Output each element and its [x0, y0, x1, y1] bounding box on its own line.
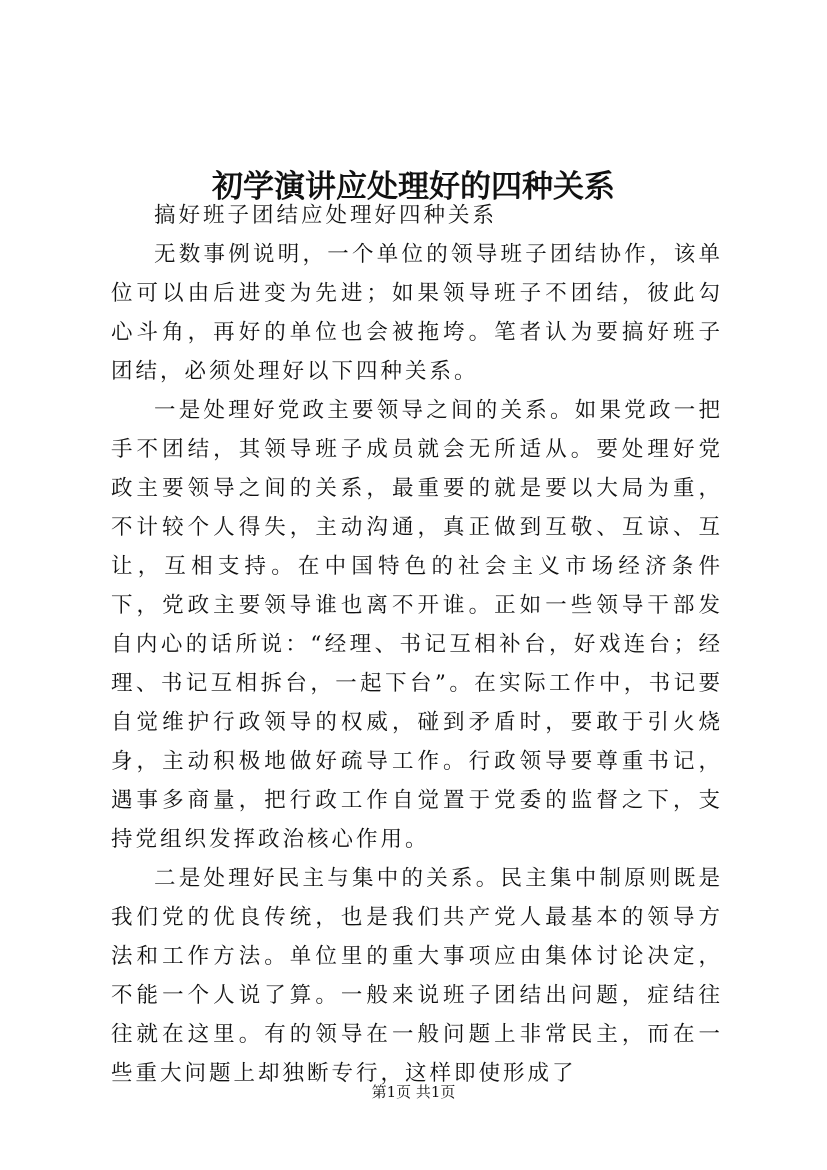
document-body — [111, 196, 723, 1093]
document-title: 初学演讲应处理好的四种关系 — [212, 168, 615, 205]
page-footer: 第1页 共1页 — [371, 1083, 456, 1101]
body-paragraph: 一是处理好党政主要领导之间的关系。如果党政一把手不团结，其领导班子成员就会无所适从。要处理好党政主要领导之间的关系，最重要的就是要以大局为重，不计较个人得失，主动沟通，真正做到互敬、互谅、互让，互相支持。在中国特色的社会主义市场经济条件下，党政主要领导谁也离不开谁。正如一些领导干部发自内心的话所说：“经理、书记互相补台，好戏连台；经理、书记互相拆台，一起下台”。在实际工作中，书记要自觉维护行政领导的权威，碰到矛盾时，要敢于引火烧身，主动积极地做好疏导工作。行政领导要尊重书记，遇事多商量，把行政工作自觉置于党委的监督之下，支持党组织发挥政治核心作用。 — [111, 398, 723, 852]
subtitle-paragraph: 搞好班子团结应处理好四种关系 — [154, 203, 498, 228]
body-paragraph: 二是处理好民主与集中的关系。民主集中制原则既是我们党的优良传统，也是我们共产党人最基本的领导方法和工作方法。单位里的重大事项应由集体讨论决定，不能一个人说了算。一般来说班子团结出问题，症结往往就在这里。有的领导在一般问题上非常民主，而在一些重大问题上却独断专行，这样即使形成了 — [111, 866, 723, 1086]
body-paragraph: 无数事例说明，一个单位的领导班子团结协作，该单位可以由后进变为先进；如果领导班子不团结，彼此勾心斗角，再好的单位也会被拖垮。笔者认为要搞好班子团结，必须处理好以下四种关系。 — [111, 242, 723, 384]
